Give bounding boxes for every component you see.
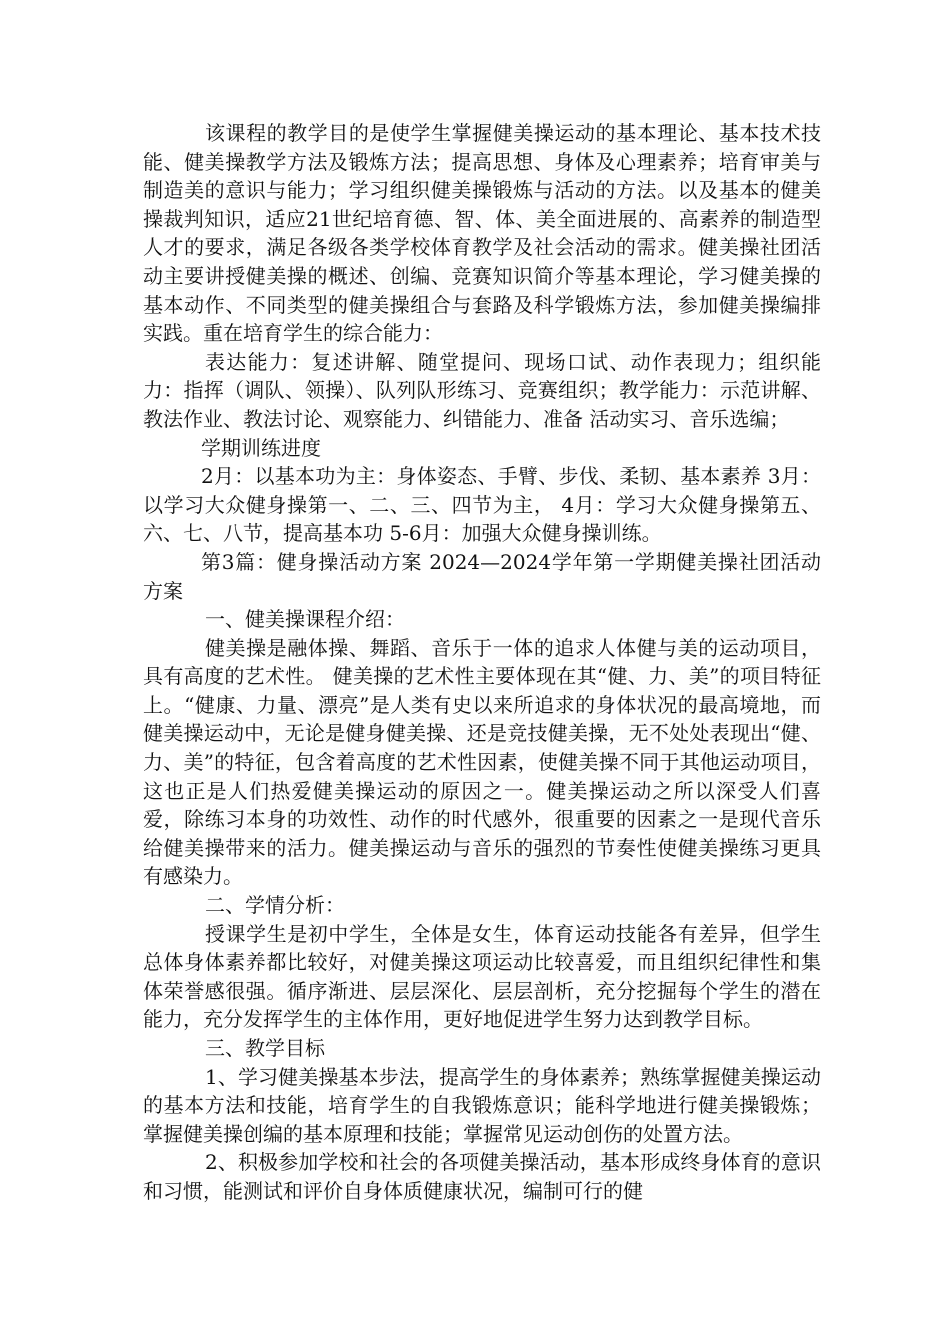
paragraph-objective-2: 2、积极参加学校和社会的各项健美操活动，基本形成终身体育的意识和习惯，能测试和评价自身体质健康状况，编制可行的健 bbox=[143, 1150, 821, 1203]
paragraph-objective-1: 1、学习健美操基本步法，提高学生的身体素养；熟练掌握健美操运动的基本方法和技能，培育学生的自我锻炼意识；能科学地进行健美操锻炼；掌握健美操创编的基本原理和技能；掌握常见运动创伤的处置方法。 bbox=[143, 1064, 821, 1146]
section-heading-objectives: 三、教学目标 bbox=[205, 1036, 325, 1060]
paragraph-analysis: 授课学生是初中学生，全体是女生，体育运动技能各有差异，但学生总体身体素养都比较好，对健美操这项运动比较喜爱，而且组织纪律性和集体荣誉感很强。循序渐进、层层深化、层层剖析，充分挖掘每个学生的潜在能力，充分发挥学生的主体作用，更好地促进学生努力达到教学目标。 bbox=[143, 921, 821, 1032]
paragraph-training-schedule: 2月：以基本功为主：身体姿态、手臂、步伐、柔韧、基本素养 3月：以学习大众健身操第一、二、三、四节为主， 4月：学习大众健身操第五、六、七、八节，提高基本功 5-6月：加强大众健身操训练。 bbox=[143, 464, 821, 546]
paragraph-course-goal: 该课程的教学目的是使学生掌握健美操运动的基本理论、基本技术技能、健美操教学方法及锻炼方法；提高思想、身体及心理素养；培育审美与制造美的意识与能力；学习组织健美操锻炼与活动的方法。以及基本的健美操裁判知识，适应21世纪培育德、智、体、美全面进展的、高素养的制造型人才的要求，满足各级各类学校体育教学及社会活动的需求。健美操社团活动主要讲授健美操的概述、创编、竞赛知识简介等基本理论，学习健美操的基本动作、不同类型的健美操组合与套路及科学锻炼方法，参加健美操编排实践。重在培育学生的综合能力： bbox=[143, 121, 821, 346]
section-heading-intro: 一、健美操课程介绍： bbox=[205, 607, 405, 632]
section-heading-analysis: 二、学情分析： bbox=[205, 893, 345, 918]
paragraph-intro: 健美操是融体操、舞蹈、音乐于一体的追求人体健与美的运动项目，具有高度的艺术性。 健美操的艺术性主要体现在其“健、力、美”的项目特征上。“健康、力量、漂亮”是人类有史以来所追求的身体状况的最高境地，而健美操运动中，无论是健身健美操、还是竞技健美操，无不处处表现出“健、力、美”的特征，包含着高度的艺术性因素，使健美操不同于其他运动项目，这也正是人们热爱健美操运动的原因之一。健美操运动之所以深受人们喜爱，除练习本身的功效性、动作的时代感外，很重要的因素之一是现代音乐给健美操带来的活力。健美操运动与音乐的强烈的节奏性使健美操练习更具有感染力。 bbox=[143, 635, 821, 889]
paragraph-abilities: 表达能力：复述讲解、随堂提问、现场口试、动作表现力；组织能力：指挥（调队、领操）、队列队形练习、竞赛组织；教学能力：示范讲解、教法作业、教法讨论、观察能力、纠错能力、准备 活动实习、音乐选编； bbox=[143, 349, 821, 431]
paragraph-training-heading: 学期训练进度 bbox=[201, 435, 321, 460]
document-page bbox=[143, 119, 821, 1206]
paragraph-plan-title: 第3篇：健身操活动方案 2024—2024学年第一学期健美操社团活动方案 bbox=[143, 549, 821, 603]
